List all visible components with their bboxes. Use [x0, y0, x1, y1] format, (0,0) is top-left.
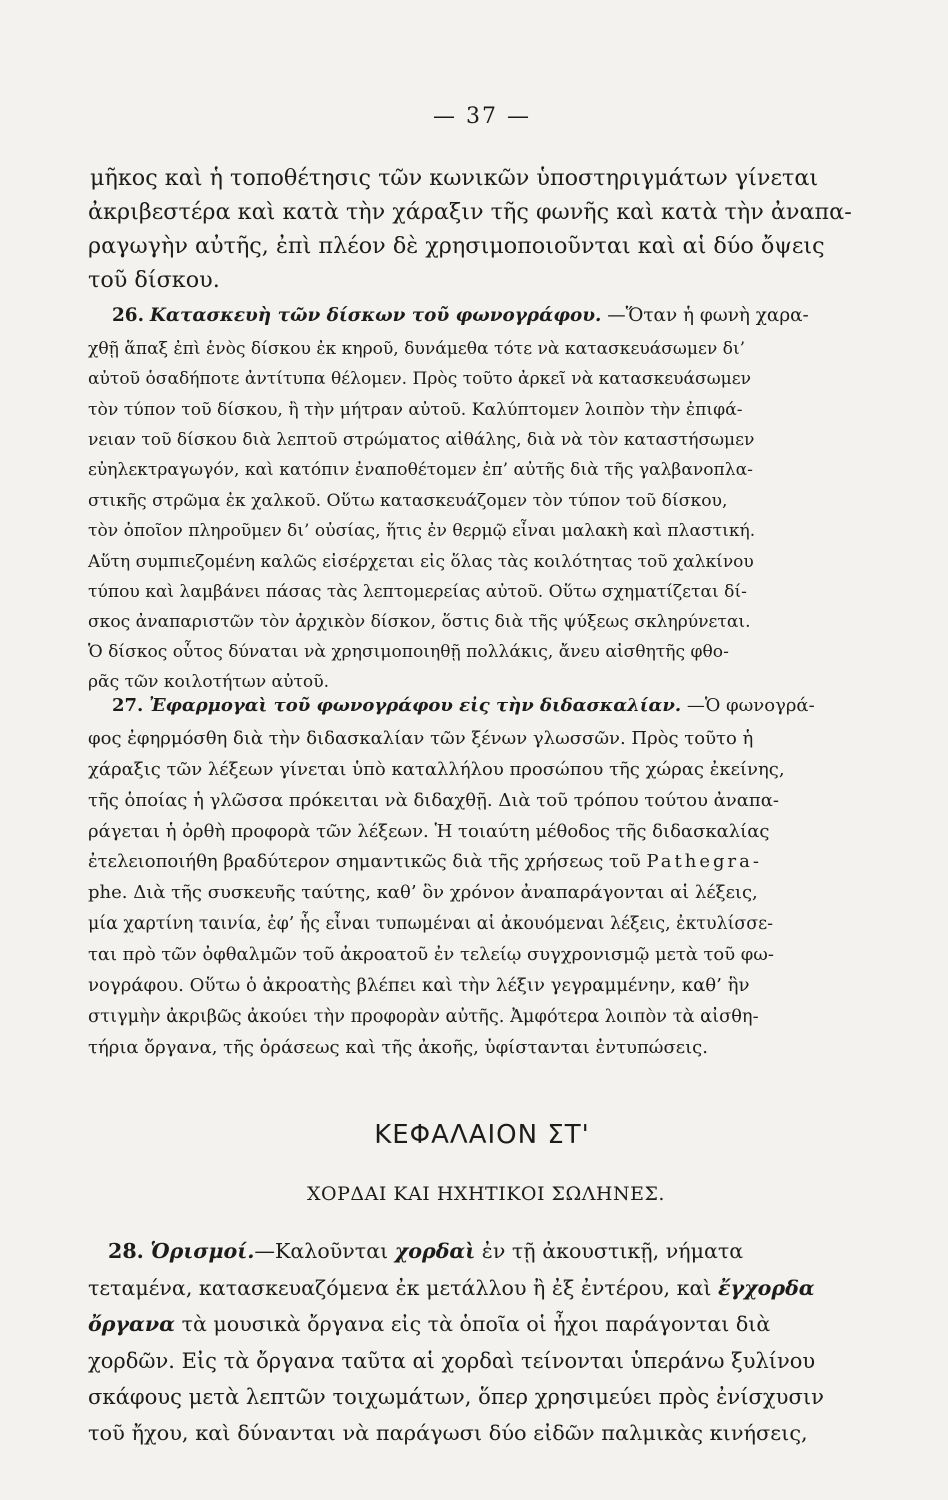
text-line: στικῆς στρῶμα ἐκ χαλκοῦ. Οὕτω κατασκευάζομεν τὸν τύπον τοῦ δίσκου,	[88, 491, 728, 511]
section-27-heading-line	[112, 694, 815, 718]
section-heading: Ὁρισμοί.	[150, 1239, 255, 1263]
text-line-with-brand	[88, 850, 762, 874]
text-segment: ἐν τῇ ἀκουστικῇ, νήματα	[481, 1239, 744, 1263]
text-line: ται πρὸ τῶν ὀφθαλμῶν τοῦ ἀκροατοῦ ἐν τελείῳ συγχρονισμῷ μετὰ τοῦ φω-	[88, 944, 774, 965]
text-line: τήρια ὄργανα, τῆς ὁράσεως καὶ τῆς ἀκοῆς, ὑφίστανται ἐντυπώσεις.	[88, 1037, 708, 1058]
section-lead: —Ὅταν ἡ φωνὴ χαρα-	[607, 305, 809, 326]
text-line: ράγεται ἡ ὀρθὴ προφορὰ τῶν λέξεων. Ἡ τοιαύτη μέθοδος τῆς διδασκαλίας	[88, 821, 770, 842]
text-line: Αὕτη συμπιεζομένη καλῶς εἰσέρχεται εἰς ὅλας τὰς κοιλότητας τοῦ χαλκίνου	[88, 552, 754, 572]
section-heading: Ἐφαρμογαὶ τοῦ φωνογράφου εἰς τὴν διδασκαλίαν.	[149, 695, 682, 716]
text-line: αὐτοῦ ὁσαδήποτε ἀντίτυπα θέλομεν. Πρὸς τοῦτο ἀρκεῖ νὰ κατασκευάσωμεν	[88, 369, 752, 389]
section-number: 26.	[112, 305, 144, 326]
term-chordai: χορδαὶ	[394, 1239, 476, 1263]
text-line: εὐηλεκτραγωγόν, καὶ κατόπιν ἐναποθέτομεν ἐπ’ αὐτῆς διὰ τῆς γαλβανοπλα-	[88, 460, 753, 480]
text-line: ἀκριβεστέρα καὶ κατὰ τὴν χάραξιν τῆς φωνῆς καὶ κατὰ τὴν ἀναπα-	[88, 199, 852, 225]
section-28-second-line	[88, 1274, 815, 1302]
section-28-third-line	[88, 1310, 770, 1338]
text-line: χάραξις τῶν λέξεων γίνεται ὑπὸ καταλλήλου προσώπου τῆς χώρας ἐκείνης,	[88, 759, 785, 780]
section-28-first-line	[108, 1237, 743, 1265]
text-segment: ἐτελειοποιήθη βραδύτερον σημαντικῶς διὰ τῆς χρήσεως τοῦ	[88, 851, 641, 872]
term-organa: ὄργανα	[88, 1312, 176, 1336]
chapter-title: ΚΕΦΑΛΑΙΟΝ ΣΤ'	[374, 1120, 590, 1150]
section-lead: —Ὁ φωνογρά-	[686, 695, 815, 716]
text-line: χθῇ ἅπαξ ἐπὶ ἑνὸς δίσκου ἐκ κηροῦ, δυνάμεθα τότε νὰ κατασκευάσωμεν δι’	[88, 339, 746, 359]
text-line: τὸν ὁποῖον πληροῦμεν δι’ οὐσίας, ἥτις ἐν θερμῷ εἶναι μαλακὴ καὶ πλαστική.	[88, 521, 756, 541]
term-enchorda: ἔγχορδα	[717, 1276, 815, 1300]
text-line: φος ἐφηρμόσθη διὰ τὴν διδασκαλίαν τῶν ξένων γλωσσῶν. Πρὸς τοῦτο ἡ	[88, 728, 754, 749]
brand-name: Pathegra-	[646, 851, 762, 872]
text-line: σκος ἀναπαριστῶν τὸν ἀρχικὸν δίσκον, ὅστις διὰ τῆς ψύξεως σκληρύνεται.	[88, 612, 751, 632]
text-line: Ὁ δίσκος οὗτος δύναται νὰ χρησιμοποιηθῇ πολλάκις, ἄνευ αἰσθητῆς φθο-	[88, 642, 729, 662]
text-line: τοῦ δίσκου.	[88, 267, 220, 293]
text-segment: τὰ μουσικὰ ὄργανα εἰς τὰ ὁποῖα οἱ ἦχοι παράγονται διὰ	[181, 1312, 771, 1336]
text-line: ρᾶς τῶν κοιλοτήτων αὐτοῦ.	[88, 672, 330, 692]
text-segment: —Καλοῦνται	[254, 1239, 389, 1263]
text-line: νογράφου. Οὕτω ὁ ἀκροατὴς βλέπει καὶ τὴν λέξιν γεγραμμένην, καθ’ ἣν	[88, 975, 750, 996]
section-number: 27.	[112, 695, 144, 716]
text-line: phe. Διὰ τῆς συσκευῆς ταύτης, καθ’ ὃν χρόνον ἀναπαράγονται αἱ λέξεις,	[88, 882, 758, 903]
page-number: — 37 —	[433, 104, 531, 129]
text-line: τύπου καὶ λαμβάνει πάσας τὰς λεπτομερείας αὐτοῦ. Οὕτω σχηματίζεται δί-	[88, 582, 747, 602]
text-line: σκάφους μετὰ λεπτῶν τοιχωμάτων, ὅπερ χρησιμεύει πρὸς ἐνίσχυσιν	[88, 1384, 824, 1409]
text-line: τοῦ ἤχου, καὶ δύνανται νὰ παράγωσι δύο εἰδῶν παλμικὰς κινήσεις,	[88, 1421, 808, 1445]
text-line: τῆς ὁποίας ἡ γλῶσσα πρόκειται νὰ διδαχθῇ. Διὰ τοῦ τρόπου τούτου ἀναπα-	[88, 790, 779, 811]
text-line: μῆκος καὶ ἡ τοποθέτησις τῶν κωνικῶν ὑποστηριγμάτων γίνεται	[90, 165, 819, 191]
text-segment: τεταμένα, κατασκευαζόμενα ἐκ μετάλλου ἢ ἐξ ἐντέρου, καὶ	[88, 1276, 712, 1300]
text-line: χορδῶν. Εἰς τὰ ὄργανα ταῦτα αἱ χορδαὶ τείνονται ὑπεράνω ξυλίνου	[88, 1349, 816, 1373]
chapter-subtitle: ΧΟΡΔΑΙ ΚΑΙ ΗΧΗΤΙΚΟΙ ΣΩΛΗΝΕΣ.	[307, 1183, 665, 1205]
section-number: 28.	[108, 1239, 144, 1263]
text-line: νειαν τοῦ δίσκου διὰ λεπτοῦ στρώματος αἰθάλης, διὰ νὰ τὸν καταστήσωμεν	[88, 430, 755, 450]
text-line: στιγμὴν ἀκριβῶς ἀκούει τὴν προφορὰν αὐτῆς. Ἀμφότερα λοιπὸν τὰ αἰσθη-	[88, 1006, 759, 1027]
text-line: ραγωγὴν αὐτῆς, ἐπὶ πλέον δὲ χρησιμοποιοῦνται καὶ αἱ δύο ὄψεις	[88, 233, 825, 259]
section-heading: Κατασκευὴ τῶν δίσκων τοῦ φωνογράφου.	[149, 305, 602, 326]
section-26-heading-line	[112, 304, 809, 328]
text-line: μία χαρτίνη ταινία, ἐφ’ ἧς εἶναι τυπωμέναι αἱ ἀκουόμεναι λέξεις, ἐκτυλίσσε-	[88, 914, 774, 934]
text-line: τὸν τύπον τοῦ δίσκου, ἢ τὴν μήτραν αὐτοῦ. Καλύπτομεν λοιπὸν τὴν ἐπιφά-	[88, 400, 743, 420]
